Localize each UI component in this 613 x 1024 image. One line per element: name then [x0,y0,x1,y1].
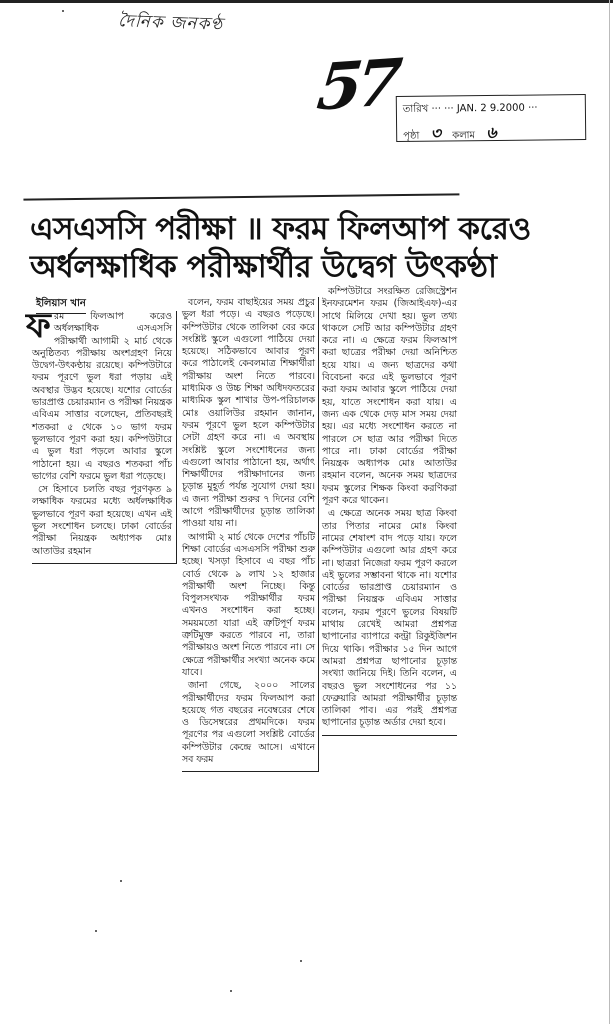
headline-line-2: অর্ধলক্ষাধিক পরীক্ষার্থীর উদ্বেগ উৎকণ্ঠা [30,249,497,285]
article-column-3 [322,286,457,736]
scan-speck [120,880,122,882]
stamp-date-value: JAN. 2 9.2000 [456,102,525,115]
paragraph: ফরম ফিলআপ করেও অর্ধলক্ষাধিক এসএসসি পরীক্ষার্থী আগামী ২ মার্চ থেকে অনুষ্ঠিতব্য পরীক্ষায় অংশগ্রহণ নিয়ে উদ্বেগ-উৎকণ্ঠায় রয়েছে। কম্পিউটারে ফরম পূরণে ভুল ধরা পড়ায় এই অবস্থার উদ্ভব হয়েছে। যশোর বোর্ডের ভারপ্রাপ্ত চেয়ারম্যান ও পরীক্ষা নিয়ন্ত্রক এবিএম সাত্তার বলেছেন, প্রতিবছরই শতকরা ৫ থেকে ১০ ভাগ ফরম ভুলভাবে পূরণ করা হয়। কম্পিউটারে এ ভুল ধরা পড়লে আবার স্কুলে পাঠানো হয়। এ বছরও শতকরা পাঁচ ভাগের বেশি ফরমে ভুল ধরা পড়েছে। [26,306,172,482]
paragraph: জানা গেছে, ২০০০ সালের পরীক্ষার্থীদের ফরম ফিলআপ করা হয়েছে গত বছরের নবেম্বরের শেষে ও ডিসেম্বরের প্রথমদিকে। ফরম পূরণের পর এগুলো সংশ্লিষ্ট বোর্ডের কম্পিউটার কেন্দ্রে আসে। এখানে সব ফরম [182,680,315,765]
stamp-column-value: ৬ [486,122,497,143]
stamp-date-label: তারিখ [402,103,429,115]
scan-speck [230,990,232,992]
scan-speck [300,960,302,962]
headline-line-1: এসএসসি পরীক্ষা ॥ ফরম ফিলআপ করেও [30,211,531,247]
paragraph: আগামী ২ মার্চ থেকে দেশের পাঁচটি শিক্ষা বোর্ডের এসএসসি পরীক্ষা শুরু হচ্ছে। খসড়া হিসাবে এ বছর পাঁচ বোর্ড থেকে ৯ লাখ ১২ হাজার পরীক্ষার্থী অংশ নিচ্ছে। কিন্তু বিপুলসংখ্যক পরীক্ষার্থীর ফরম এখনও সংশোধন করা হচ্ছে। সময়মতো যারা এই ত্রুটিপূর্ণ ফরম ত্রুটিমুক্ত করতে পারবে না, তারা পরীক্ষায়ও অংশ নিতে পারবে না। সে ক্ষেত্রে পরীক্ষার্থীর সংখ্যা অনেক কমে যাবে। [182,531,315,678]
scan-top-edge [0,0,613,3]
stamp-column-label: কলাম [452,130,476,142]
handwritten-file-number: 57 [313,45,400,126]
paragraph: সে হিসাবে চলতি বছর পূরণকৃত ৯ লক্ষাধিক ফরমের মধ্যে অর্ধলক্ষাধিক ভুলভাবে পূরণ করা হয়েছে। এখন এই ভুল সংশোধন চলছে। ঢাকা বোর্ডের পরীক্ষা নিয়ন্ত্রক অধ্যাপক মোঃ আতাউর রহমান [32,484,172,557]
paragraph: এ ক্ষেত্রে অনেক সময় ছাত্র কিংবা তার পিতার নামের মোঃ কিংবা নামের শেষাংশ বাদ পড়ে যায়। ফলে কম্পিউটার এগুলো আর গ্রহণ করে না। ছাত্ররা নিজেরা ফরম পূরণ করলে এই ভুলের সম্ভাবনা থাকে না। যশোর বোর্ডের ভারপ্রাপ্ত চেয়ারম্যান ও পরীক্ষা নিয়ন্ত্রক এবিএম সাত্তার বলেন, ফরম পূরণে ভুলের বিষয়টি মাথায় রেখেই আমরা প্রশ্নপত্র ছাপানোর ব্যাপারে কন্ট্রা রিকুইজিশন দিয়ে থাকি। পরীক্ষার ১৫ দিন আগে আমরা প্রশ্নপত্র ছাপানোর চূড়ান্ত সংখ্যা জানিয়ে দিই। তিনি বলেন, এ বছরও ভুল সংশোধনের পর ১১ ফেব্রুয়ারি আমরা পরীক্ষার্থীর চূড়ান্ত তালিকা পাব। এর পরই প্রশ্নপত্র ছাপানোর চূড়ান্ত অর্ডার দেয়া হবে। [322,508,457,729]
scan-right-edge [609,0,610,1024]
handwritten-source-label: দৈনিক জনকণ্ঠ [117,11,224,35]
scan-speck [62,10,64,12]
stamp-page-value: ৩ [430,123,442,143]
paragraph: বলেন, ফরম বাছাইয়ের সময় প্রচুর ভুল ধরা পড়ে। এ বছরও পড়েছে। কম্পিউটার থেকে তালিকা বের করে সংশ্লিষ্ট স্কুলে এগুলো পাঠিয়ে দেয়া হয়েছে। সঠিকভাবে আবার পূরণ করে পাঠালেই কেবলমাত্র শিক্ষার্থীরা পরীক্ষায় অংশ নিতে পারবে। মাধ্যমিক ও উচ্চ শিক্ষা অধিদফতরের মাধ্যমিক স্কুল শাখার উপ-পরিচালক মোঃ ওয়ালিউর রহমান জানান, ফরম পূরণে ভুল হলে কম্পিউটার সেটা গ্রহণ করে না। এ অবস্থায় সংশ্লিষ্ট স্কুলে সংশোধনের জন্য এগুলো আবার পাঠানো হয়, অর্থাৎ শিক্ষার্থীদের পরীক্ষাদানের জন্য চূড়ান্ত মুহূর্ত পর্যন্ত সুযোগ দেয়া হয়। এ জন্য পরীক্ষা শুরুর ৭ দিনের বেশি আগে পরীক্ষার্থীদের চূড়ান্ত তালিকা পাওয়া যায় না। [182,297,315,530]
stamp-page-label: পৃষ্ঠা [403,130,420,142]
date-stamp: তারিখ ··· ··· JAN. 2 9.2000 ··· পৃষ্ঠা ৩ কলাম ৬ [396,94,586,142]
article-column-1 [26,306,177,564]
byline: ইলিয়াস খান [36,296,86,314]
paragraph: কম্পিউটারে সংরক্ষিত রেজিস্ট্রেশন ইনফরমেশন ফরম (জিআইএফ)-এর সাথে মিলিয়ে দেখা হয়। ভুল তথ্য থাকলে সেটি আর কম্পিউটার গ্রহণ করে না। এ ক্ষেত্রে ফরম ফিলআপ করা ছাত্রের পরীক্ষা দেয়া অনিশ্চিত হয়ে যায়। এ জন্য ছাত্রদের কথা বিবেচনা করে এই ভুলভাবে পূরণ করা ফরম আবার স্কুলে পাঠিয়ে দেয়া হয়, যাতে সংশোধন করা যায়। এ জন্য এক থেকে দেড় মাস সময় দেয়া হয়। এর মধ্যে সংশোধন করতে না পারলে সে ছাত্র আর পরীক্ষা দিতে পারে না। ঢাকা বোর্ডের পরীক্ষা নিয়ন্ত্রক অধ্যাপক মোঃ আতাউর রহমান বলেন, অনেক সময় ছাত্রদের ফরম স্কুলের শিক্ষক কিংবা করণিকরা পূরণ করে থাকেন। [322,286,457,507]
drop-cap: ফ [26,306,51,346]
scan-speck [95,930,97,932]
article-column-2 [182,297,319,772]
